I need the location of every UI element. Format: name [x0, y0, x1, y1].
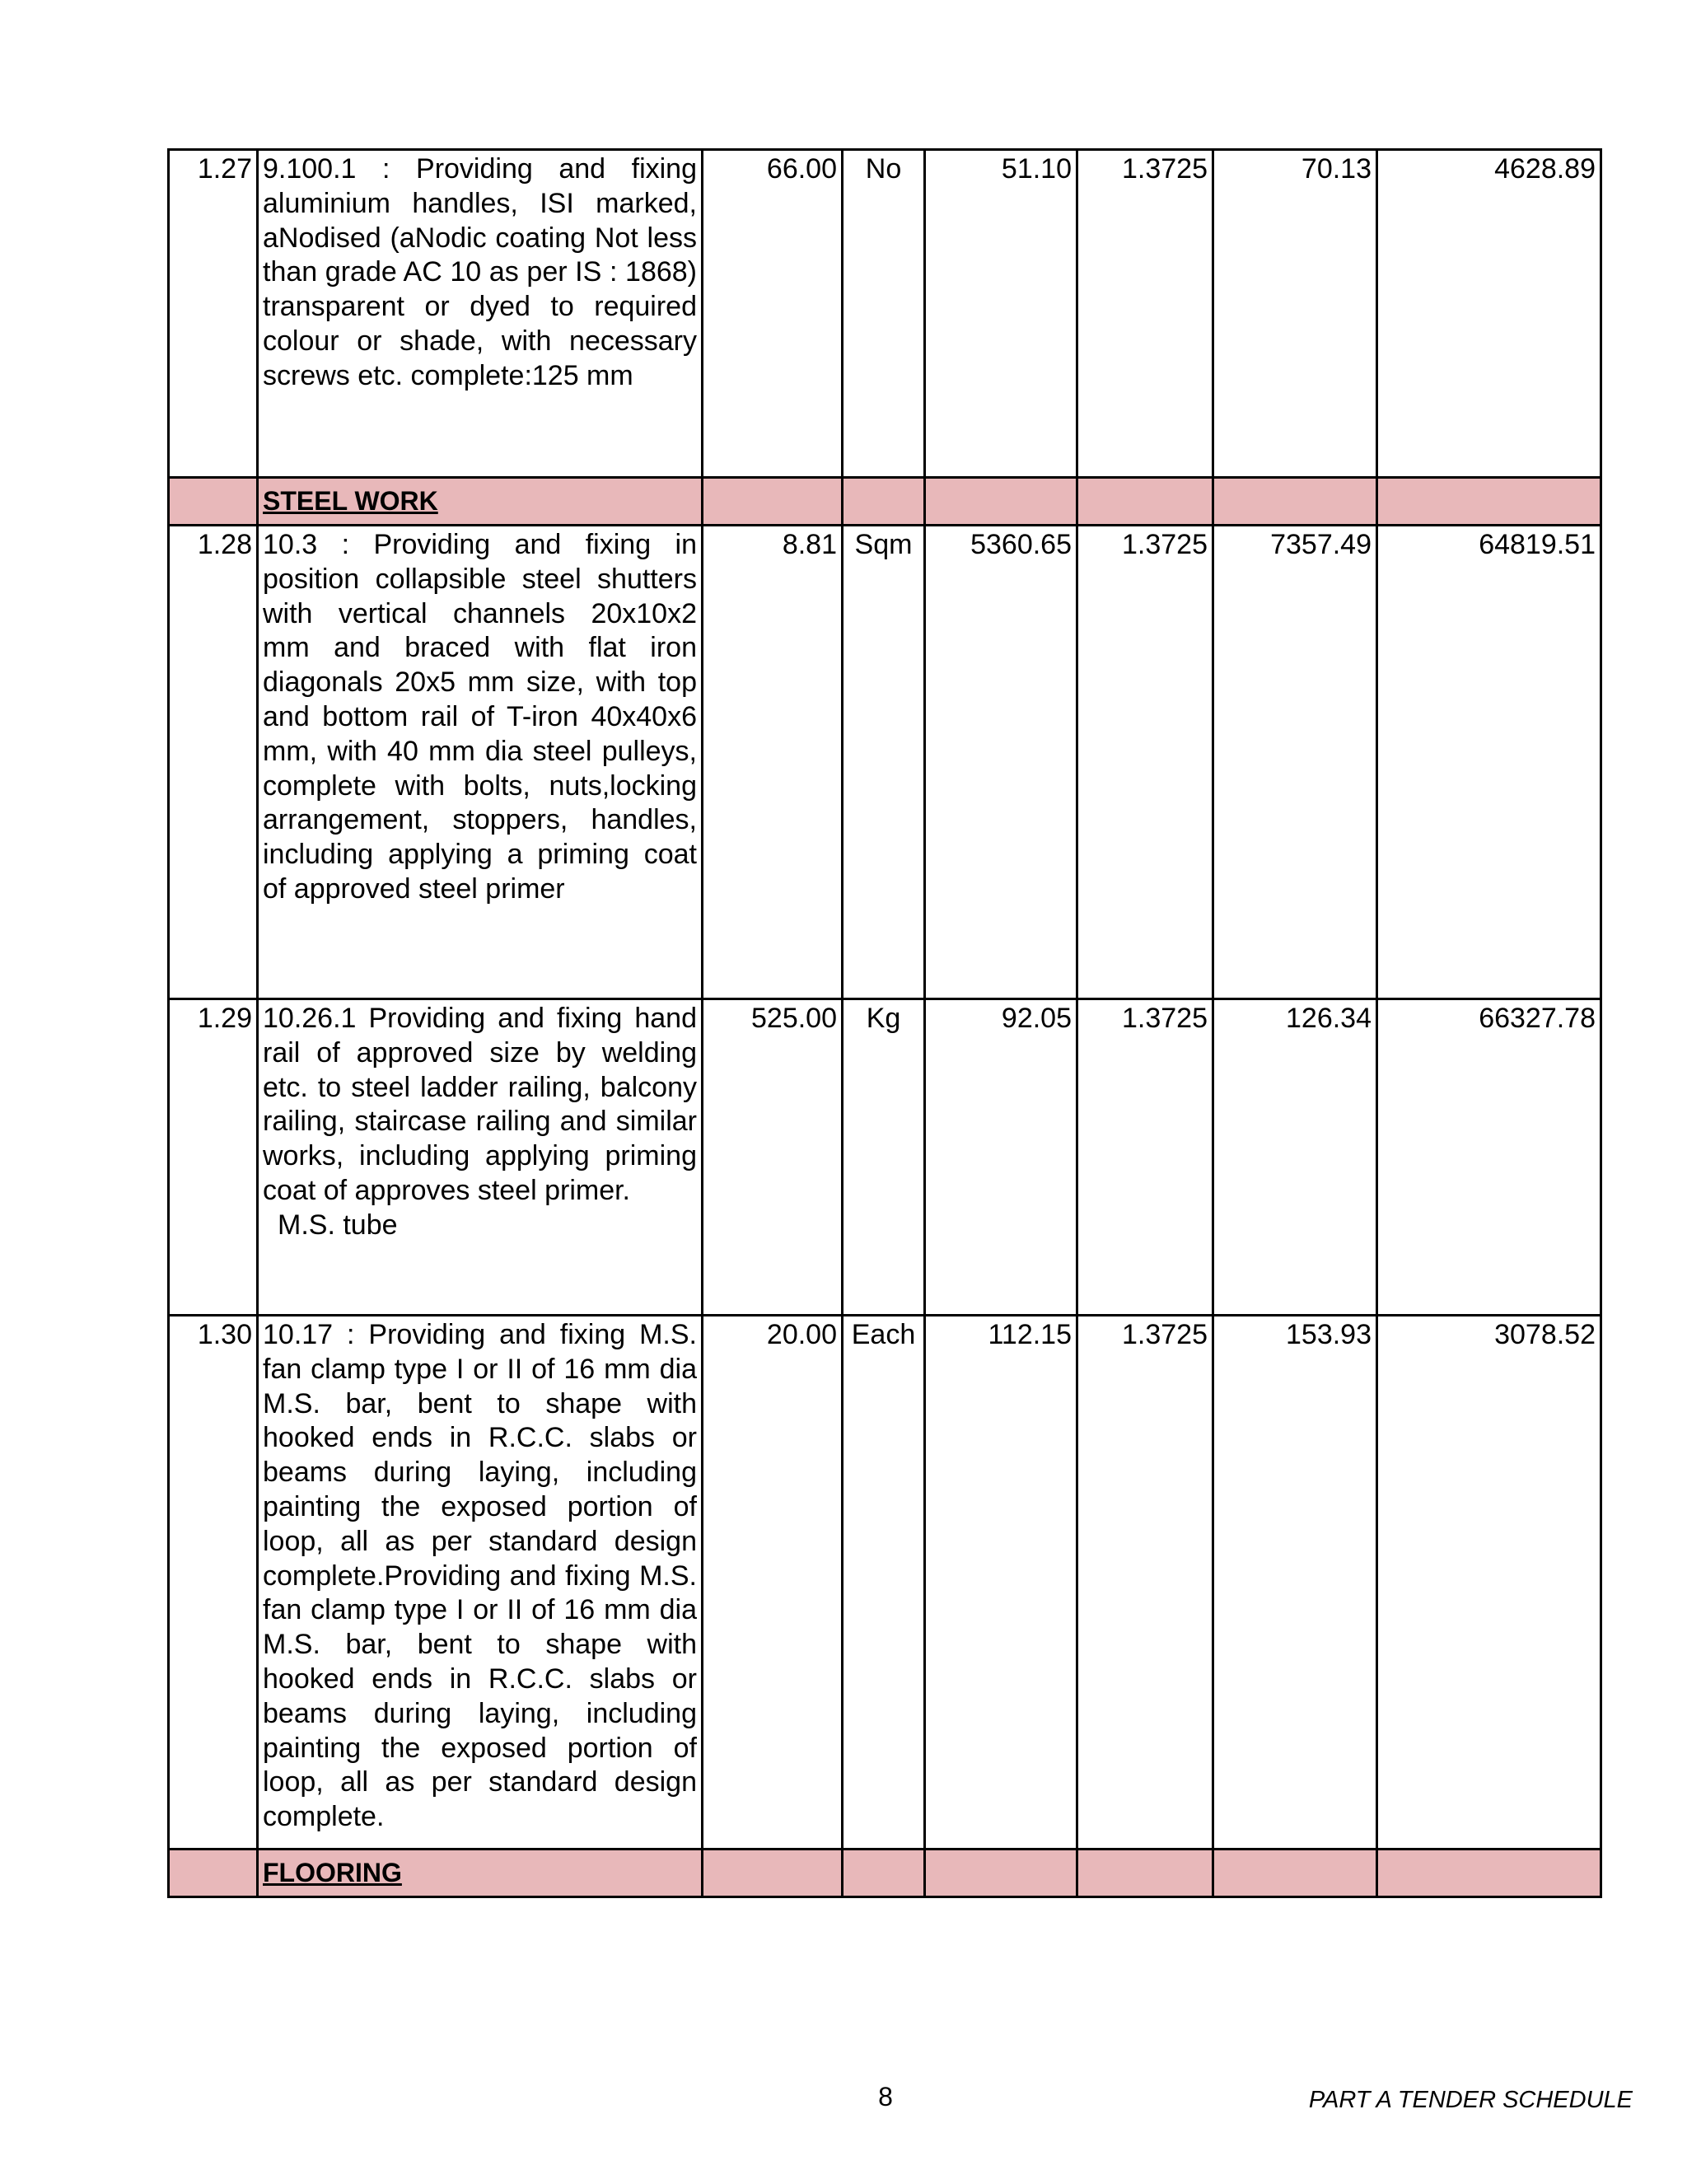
item-revised-rate: 7357.49 [1213, 526, 1377, 999]
footer-label: PART A TENDER SCHEDULE [1308, 2087, 1633, 2113]
item-unit: Each [843, 1316, 925, 1850]
section-cell [703, 1850, 843, 1897]
page-number: 8 [878, 2082, 893, 2112]
section-cell [925, 478, 1077, 526]
section-cell [1213, 478, 1377, 526]
item-quantity: 525.00 [703, 999, 843, 1316]
item-rate: 92.05 [925, 999, 1077, 1316]
section-cell [1377, 478, 1601, 526]
item-amount: 66327.78 [1377, 999, 1601, 1316]
section-cell [1077, 478, 1213, 526]
item-unit: Sqm [843, 526, 925, 999]
item-revised-rate: 70.13 [1213, 150, 1377, 478]
section-title: FLOORING [263, 1857, 402, 1887]
table-row [169, 526, 1601, 999]
item-amount: 4628.89 [1377, 150, 1601, 478]
section-cell [843, 1850, 925, 1897]
section-cell [843, 478, 925, 526]
tender-schedule-table [167, 148, 1602, 1898]
item-description: 9.100.1 : Providing and fixing aluminium handles, ISI marked, aNodised (aNodic coating Not less than grade AC 10 as per IS : 1868) transparent or dyed to required colour or shade, with necessary screws etc. complete:125 mm [258, 150, 703, 478]
section-cell [925, 1850, 1077, 1897]
item-description: 10.3 : Providing and fixing in position collapsible steel shutters with vertical channels 20x10x2 mm and braced with flat iron diagonals 20x5 mm size, with top and bottom rail of T-iron 40x40x6 mm, with 40 mm dia steel pulleys, complete with bolts, nuts,locking arrangement, stoppers, handles, including applying a priming coat of approved steel primer [258, 526, 703, 999]
item-amount: 3078.52 [1377, 1316, 1601, 1850]
item-factor: 1.3725 [1077, 150, 1213, 478]
item-factor: 1.3725 [1077, 999, 1213, 1316]
item-rate: 112.15 [925, 1316, 1077, 1850]
item-description-sub: M.S. tube [278, 1209, 398, 1241]
item-description: 10.26.1 Providing and fixing hand rail of approved size by welding etc. to steel ladder railing, balcony railing, staircase railing and similar works, including applying priming coat of approves steel primer. M.S. tube [258, 999, 703, 1316]
item-quantity: 20.00 [703, 1316, 843, 1850]
item-rate: 51.10 [925, 150, 1077, 478]
section-row [169, 1850, 1601, 1897]
item-unit: No [843, 150, 925, 478]
section-cell [1077, 1850, 1213, 1897]
item-unit: Kg [843, 999, 925, 1316]
item-number: 1.29 [169, 999, 258, 1316]
item-number: 1.28 [169, 526, 258, 999]
item-rate: 5360.65 [925, 526, 1077, 999]
item-quantity: 8.81 [703, 526, 843, 999]
item-revised-rate: 126.34 [1213, 999, 1377, 1316]
section-cell [1213, 1850, 1377, 1897]
section-title: STEEL WORK [263, 485, 438, 516]
section-cell [258, 478, 703, 526]
item-number: 1.30 [169, 1316, 258, 1850]
section-cell [169, 1850, 258, 1897]
item-factor: 1.3725 [1077, 1316, 1213, 1850]
section-cell [1377, 1850, 1601, 1897]
item-description: 10.17 : Providing and fixing M.S. fan clamp type I or II of 16 mm dia M.S. bar, bent to shape with hooked ends in R.C.C. slabs or beams during laying, including painting the exposed portion of loop, all as per standard design complete.Providing and fixing M.S. fan clamp type I or II of 16 mm dia M.S. bar, bent to shape with hooked ends in R.C.C. slabs or beams during laying, including painting the exposed portion of loop, all as per standard design complete. [258, 1316, 703, 1850]
section-cell [258, 1850, 703, 1897]
item-revised-rate: 153.93 [1213, 1316, 1377, 1850]
section-cell [703, 478, 843, 526]
table-row [169, 1316, 1601, 1850]
item-quantity: 66.00 [703, 150, 843, 478]
table-row [169, 999, 1601, 1316]
section-row [169, 478, 1601, 526]
section-cell [169, 478, 258, 526]
item-amount: 64819.51 [1377, 526, 1601, 999]
table-row [169, 150, 1601, 478]
item-number: 1.27 [169, 150, 258, 478]
item-factor: 1.3725 [1077, 526, 1213, 999]
